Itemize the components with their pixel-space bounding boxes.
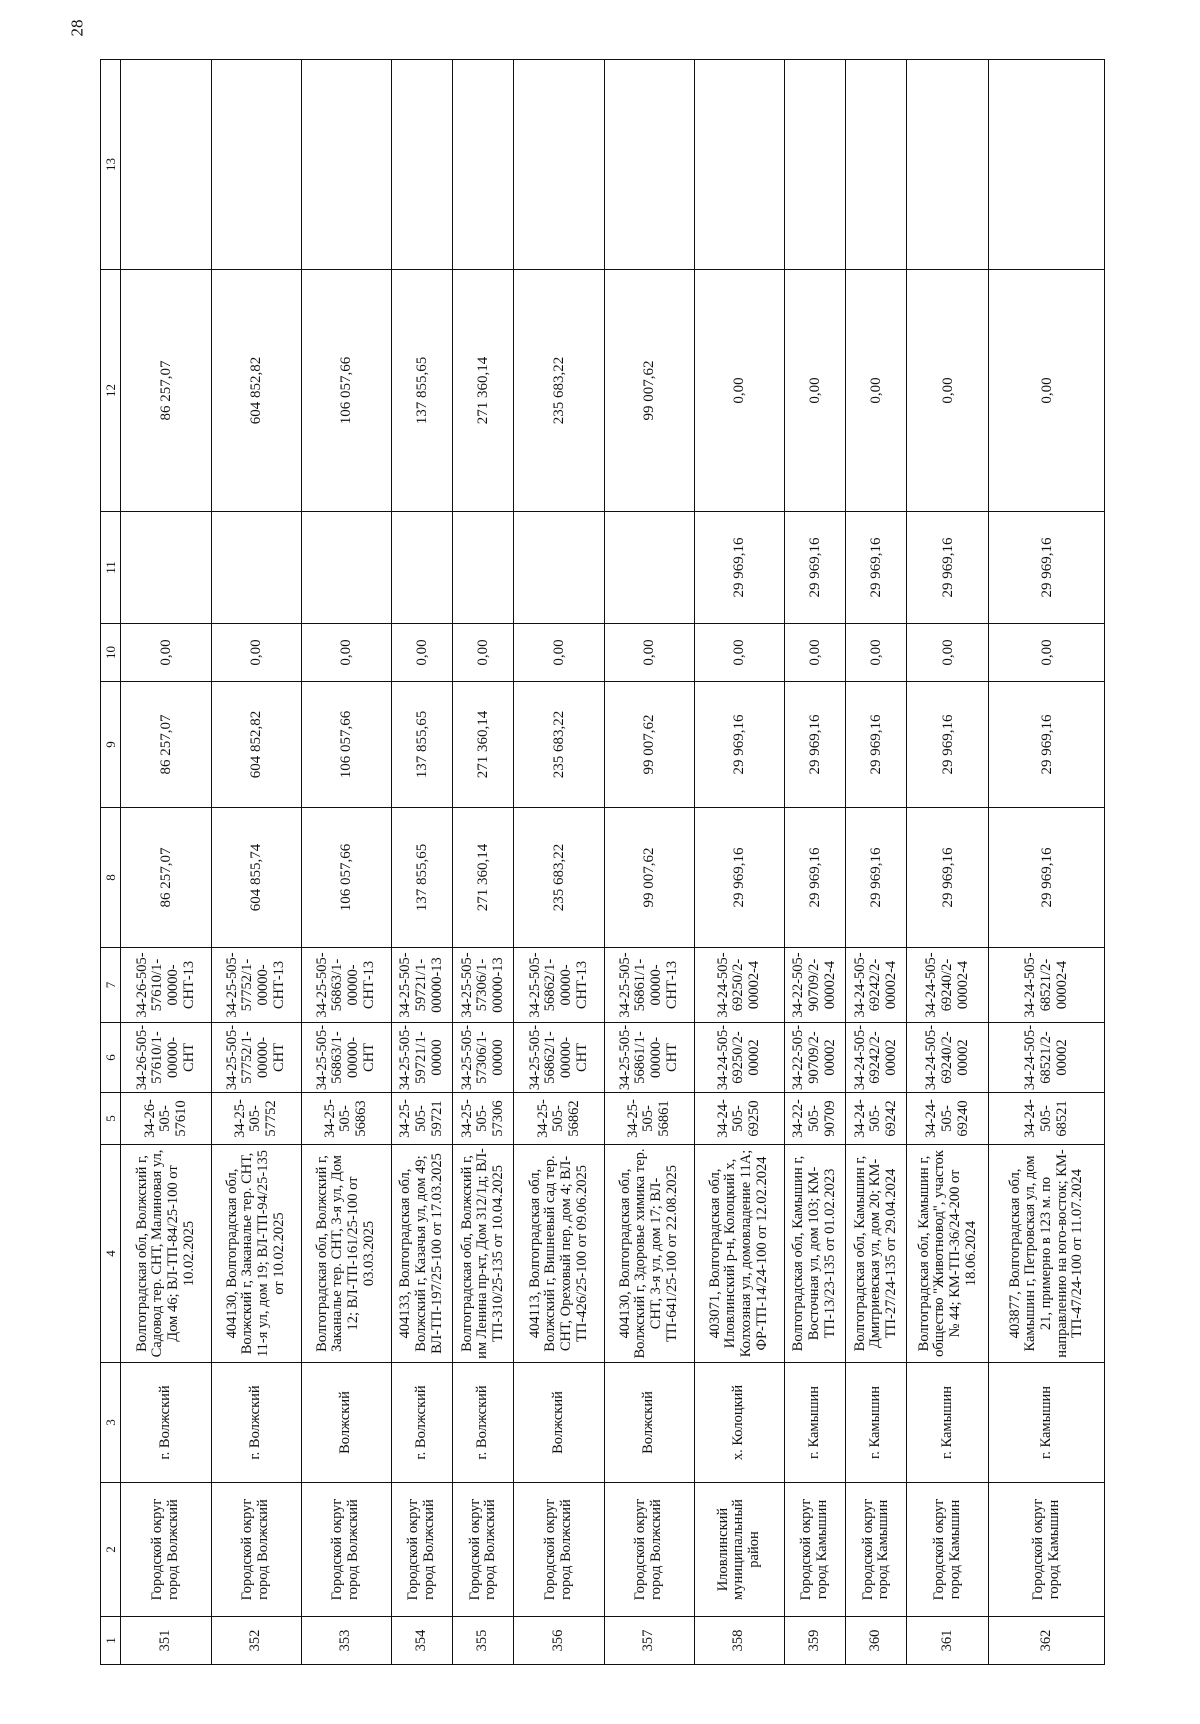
cell-col-5: 34-24-505-68521 xyxy=(989,1093,1105,1145)
cell-col-2: Городской округ город Волжский xyxy=(121,1483,211,1617)
cell-col-5: 34-25-505-56863 xyxy=(301,1093,391,1145)
cell-col-5: 34-26-505-57610 xyxy=(121,1093,211,1145)
cell-col-11 xyxy=(604,512,694,624)
cell-col-5: 34-22-505-90709 xyxy=(784,1093,845,1145)
column-header-10: 10 xyxy=(101,624,121,682)
cell-col-8: 29 969,16 xyxy=(784,808,845,948)
table-row xyxy=(391,60,452,1665)
cell-col-9: 86 257,07 xyxy=(121,682,211,808)
cell-col-2: Городской округ город Камышин xyxy=(784,1483,845,1617)
cell-col-3: г. Камышин xyxy=(846,1363,907,1483)
cell-col-2: Городской округ город Волжский xyxy=(301,1483,391,1617)
cell-col-10: 0,00 xyxy=(391,624,452,682)
cell-col-12: 604 852,82 xyxy=(211,270,301,512)
cell-col-7: 34-25-505-57752/1-00000-СНТ-13 xyxy=(211,948,301,1023)
cell-col-1: 360 xyxy=(846,1617,907,1665)
cell-col-8: 106 057,66 xyxy=(301,808,391,948)
cell-col-6: 34-25-505-57306/1-00000 xyxy=(453,1023,514,1093)
table-row xyxy=(784,60,845,1665)
cell-col-11: 29 969,16 xyxy=(846,512,907,624)
cell-col-9: 29 969,16 xyxy=(907,682,989,808)
cell-col-2: Городской округ город Волжский xyxy=(453,1483,514,1617)
cell-col-2: Городской округ город Камышин xyxy=(907,1483,989,1617)
cell-col-2: Иловлинский муниципальный район xyxy=(694,1483,784,1617)
cell-col-5: 34-25-505-56861 xyxy=(604,1093,694,1145)
cell-col-13 xyxy=(604,60,694,270)
cell-col-13 xyxy=(514,60,604,270)
cell-col-3: Волжский xyxy=(604,1363,694,1483)
cell-col-7: 34-24-505-69250/2-00002-4 xyxy=(694,948,784,1023)
table-row xyxy=(907,60,989,1665)
table-row xyxy=(453,60,514,1665)
rotated-table-container xyxy=(100,60,1105,1665)
cell-col-4: 403877, Волгоградская обл, Камышин г, Петровская ул, дом 21, примерно в 123 м. по направлению на юго-восток; КМ-ТП-47/24-100 от 11.07.2024 xyxy=(989,1145,1105,1363)
column-header-4: 4 xyxy=(101,1145,121,1363)
cell-col-9: 271 360,14 xyxy=(453,682,514,808)
cell-col-7: 34-25-505-56863/1-00000-СНТ-13 xyxy=(301,948,391,1023)
cell-col-6: 34-25-505-56863/1-00000-СНТ xyxy=(301,1023,391,1093)
cell-col-1: 357 xyxy=(604,1617,694,1665)
cell-col-11 xyxy=(391,512,452,624)
column-header-9: 9 xyxy=(101,682,121,808)
cell-col-4: 404130, Волгоградская обл, Волжский г, Заканалье тер. СНТ, 11-я ул, дом 19; ВЛ-ТП-94/25-135 от 10.02.2025 xyxy=(211,1145,301,1363)
cell-col-11: 29 969,16 xyxy=(907,512,989,624)
table-row xyxy=(301,60,391,1665)
cell-col-10: 0,00 xyxy=(694,624,784,682)
cell-col-12: 106 057,66 xyxy=(301,270,391,512)
cell-col-8: 29 969,16 xyxy=(846,808,907,948)
cell-col-9: 29 969,16 xyxy=(989,682,1105,808)
cell-col-13 xyxy=(784,60,845,270)
page-number: 28 xyxy=(67,19,86,37)
cell-col-12: 0,00 xyxy=(846,270,907,512)
table-row xyxy=(694,60,784,1665)
cell-col-5: 34-25-505-59721 xyxy=(391,1093,452,1145)
cell-col-10: 0,00 xyxy=(907,624,989,682)
cell-col-1: 355 xyxy=(453,1617,514,1665)
cell-col-7: 34-24-505-68521/2-00002-4 xyxy=(989,948,1105,1023)
cell-col-13 xyxy=(694,60,784,270)
cell-col-9: 235 683,22 xyxy=(514,682,604,808)
cell-col-2: Городской округ город Волжский xyxy=(604,1483,694,1617)
column-header-1: 1 xyxy=(101,1617,121,1665)
cell-col-8: 235 683,22 xyxy=(514,808,604,948)
cell-col-5: 34-25-505-57306 xyxy=(453,1093,514,1145)
cell-col-4: 404113, Волгоградская обл, Волжский г, Вишневый сад тер. СНТ, Ореховый пер, дом 4; ВЛ-ТП-426/25-100 от 09.06.2025 xyxy=(514,1145,604,1363)
cell-col-2: Городской округ город Волжский xyxy=(514,1483,604,1617)
cell-col-7: 34-25-505-56862/1-00000-СНТ-13 xyxy=(514,948,604,1023)
cell-col-8: 271 360,14 xyxy=(453,808,514,948)
cell-col-10: 0,00 xyxy=(989,624,1105,682)
cell-col-4: Волгоградская обл, Волжский г, Садовод тер. СНТ, Малиновая ул, Дом 46; ВЛ-ТП-84/25-100 от 10.02.2025 xyxy=(121,1145,211,1363)
cell-col-1: 361 xyxy=(907,1617,989,1665)
cell-col-11: 29 969,16 xyxy=(784,512,845,624)
cell-col-6: 34-24-505-69242/2-00002 xyxy=(846,1023,907,1093)
cell-col-3: г. Волжский xyxy=(121,1363,211,1483)
cell-col-1: 354 xyxy=(391,1617,452,1665)
cell-col-7: 34-25-505-57306/1-00000-13 xyxy=(453,948,514,1023)
cell-col-9: 106 057,66 xyxy=(301,682,391,808)
cell-col-2: Городской округ город Камышин xyxy=(989,1483,1105,1617)
cell-col-6: 34-25-505-56862/1-00000-СНТ xyxy=(514,1023,604,1093)
column-header-3: 3 xyxy=(101,1363,121,1483)
cell-col-12: 0,00 xyxy=(907,270,989,512)
cell-col-12: 0,00 xyxy=(989,270,1105,512)
table-row xyxy=(514,60,604,1665)
cell-col-6: 34-25-505-57752/1-00000-СНТ xyxy=(211,1023,301,1093)
cell-col-10: 0,00 xyxy=(514,624,604,682)
cell-col-10: 0,00 xyxy=(211,624,301,682)
cell-col-6: 34-25-505-56861/1-00000-СНТ xyxy=(604,1023,694,1093)
cell-col-13 xyxy=(211,60,301,270)
cell-col-3: г. Волжский xyxy=(211,1363,301,1483)
cell-col-9: 29 969,16 xyxy=(694,682,784,808)
cell-col-6: 34-24-505-69250/2-00002 xyxy=(694,1023,784,1093)
cell-col-3: Волжский xyxy=(301,1363,391,1483)
cell-col-2: Городской округ город Волжский xyxy=(211,1483,301,1617)
cell-col-4: 404130, Волгоградская обл, Волжский г, Здоровье химика тер. СНТ, 3-я ул, дом 17; ВЛ-ТП-641/25-100 от 22.08.2025 xyxy=(604,1145,694,1363)
cell-col-12: 0,00 xyxy=(784,270,845,512)
cell-col-7: 34-22-505-90709/2-00002-4 xyxy=(784,948,845,1023)
cell-col-9: 29 969,16 xyxy=(846,682,907,808)
cell-col-4: Волгоградская обл, Камышин г, Дмитриевская ул, дом 20; КМ-ТП-27/24-135 от 29.04.2024 xyxy=(846,1145,907,1363)
cell-col-8: 604 855,74 xyxy=(211,808,301,948)
cell-col-11 xyxy=(514,512,604,624)
cell-col-4: Волгоградская обл, Волжский г, Заканалье тер. СНТ, 3-я ул, Дом 12; ВЛ-ТП-161/25-100 от 03.03.2025 xyxy=(301,1145,391,1363)
cell-col-10: 0,00 xyxy=(121,624,211,682)
cell-col-3: Волжский xyxy=(514,1363,604,1483)
table-row xyxy=(121,60,211,1665)
cell-col-12: 0,00 xyxy=(694,270,784,512)
cell-col-6: 34-24-505-69240/2-00002 xyxy=(907,1023,989,1093)
cell-col-9: 137 855,65 xyxy=(391,682,452,808)
cell-col-11 xyxy=(211,512,301,624)
cell-col-11 xyxy=(121,512,211,624)
table-row xyxy=(604,60,694,1665)
cell-col-1: 353 xyxy=(301,1617,391,1665)
cell-col-6: 34-26-505-57610/1-00000-СНТ xyxy=(121,1023,211,1093)
cell-col-4: Волгоградская обл, Камышин г, общество "Животновод", участок № 44; КМ-ТП-36/24-200 от 18.06.2024 xyxy=(907,1145,989,1363)
cell-col-4: Волгоградская обл, Камышин г, Восточная ул, дом 103; КМ-ТП-13/23-135 от 01.02.2023 xyxy=(784,1145,845,1363)
cell-col-13 xyxy=(453,60,514,270)
cell-col-9: 99 007,62 xyxy=(604,682,694,808)
cell-col-12: 271 360,14 xyxy=(453,270,514,512)
cell-col-5: 34-25-505-56862 xyxy=(514,1093,604,1145)
cell-col-2: Городской округ город Волжский xyxy=(391,1483,452,1617)
cell-col-8: 99 007,62 xyxy=(604,808,694,948)
cell-col-3: г. Волжский xyxy=(453,1363,514,1483)
cell-col-13 xyxy=(907,60,989,270)
table-row xyxy=(989,60,1105,1665)
cell-col-6: 34-22-505-90709/2-00002 xyxy=(784,1023,845,1093)
column-header-11: 11 xyxy=(101,512,121,624)
column-header-13: 13 xyxy=(101,60,121,270)
cell-col-7: 34-26-505-57610/1-00000-СНТ-13 xyxy=(121,948,211,1023)
cell-col-5: 34-25-505-57752 xyxy=(211,1093,301,1145)
cell-col-10: 0,00 xyxy=(846,624,907,682)
cell-col-9: 29 969,16 xyxy=(784,682,845,808)
cell-col-10: 0,00 xyxy=(604,624,694,682)
cell-col-13 xyxy=(301,60,391,270)
cell-col-1: 362 xyxy=(989,1617,1105,1665)
table-body xyxy=(101,60,1105,1665)
cell-col-10: 0,00 xyxy=(784,624,845,682)
cell-col-4: 404133, Волгоградская обл, Волжский г, Казачья ул, дом 49; ВЛ-ТП-197/25-100 от 17.03.2025 xyxy=(391,1145,452,1363)
cell-col-12: 137 855,65 xyxy=(391,270,452,512)
cell-col-11: 29 969,16 xyxy=(694,512,784,624)
cell-col-10: 0,00 xyxy=(301,624,391,682)
cell-col-7: 34-25-505-59721/1-00000-13 xyxy=(391,948,452,1023)
cell-col-1: 358 xyxy=(694,1617,784,1665)
cell-col-5: 34-24-505-69242 xyxy=(846,1093,907,1145)
column-header-2: 2 xyxy=(101,1483,121,1617)
column-header-6: 6 xyxy=(101,1023,121,1093)
cell-col-11 xyxy=(453,512,514,624)
cell-col-2: Городской округ город Камышин xyxy=(846,1483,907,1617)
column-header-7: 7 xyxy=(101,948,121,1023)
cell-col-4: Волгоградская обл, Волжский г, им Ленина пр-кт, Дом 312/1д; ВЛ-ТП-310/25-135 от 10.04.2025 xyxy=(453,1145,514,1363)
cell-col-3: г. Камышин xyxy=(907,1363,989,1483)
table-row xyxy=(211,60,301,1665)
cell-col-8: 137 855,65 xyxy=(391,808,452,948)
cell-col-13 xyxy=(391,60,452,270)
cell-col-13 xyxy=(989,60,1105,270)
cell-col-11 xyxy=(301,512,391,624)
cell-col-7: 34-24-505-69240/2-00002-4 xyxy=(907,948,989,1023)
cell-col-9: 604 852,82 xyxy=(211,682,301,808)
cell-col-1: 351 xyxy=(121,1617,211,1665)
header-row xyxy=(101,60,121,1665)
cell-col-1: 352 xyxy=(211,1617,301,1665)
cell-col-3: х. Колоцкий xyxy=(694,1363,784,1483)
cell-col-12: 86 257,07 xyxy=(121,270,211,512)
column-header-12: 12 xyxy=(101,270,121,512)
column-header-8: 8 xyxy=(101,808,121,948)
data-table xyxy=(100,59,1105,1665)
cell-col-6: 34-24-505-68521/2-00002 xyxy=(989,1023,1105,1093)
cell-col-3: г. Камышин xyxy=(989,1363,1105,1483)
cell-col-6: 34-25-505-59721/1-00000 xyxy=(391,1023,452,1093)
cell-col-13 xyxy=(846,60,907,270)
cell-col-8: 29 969,16 xyxy=(907,808,989,948)
cell-col-1: 356 xyxy=(514,1617,604,1665)
column-header-5: 5 xyxy=(101,1093,121,1145)
cell-col-8: 29 969,16 xyxy=(694,808,784,948)
cell-col-5: 34-24-505-69250 xyxy=(694,1093,784,1145)
cell-col-3: г. Камышин xyxy=(784,1363,845,1483)
cell-col-4: 403071, Волгоградская обл, Иловлинский р-н, Колоцкий х, Колхозная ул, домовладение 11А; ФР-ТП-14/24-100 от 12.02.2024 xyxy=(694,1145,784,1363)
table-row xyxy=(846,60,907,1665)
cell-col-7: 34-24-505-69242/2-00002-4 xyxy=(846,948,907,1023)
cell-col-12: 99 007,62 xyxy=(604,270,694,512)
cell-col-7: 34-25-505-56861/1-00000-СНТ-13 xyxy=(604,948,694,1023)
cell-col-5: 34-24-505-69240 xyxy=(907,1093,989,1145)
cell-col-8: 29 969,16 xyxy=(989,808,1105,948)
cell-col-11: 29 969,16 xyxy=(989,512,1105,624)
cell-col-3: г. Волжский xyxy=(391,1363,452,1483)
cell-col-13 xyxy=(121,60,211,270)
cell-col-12: 235 683,22 xyxy=(514,270,604,512)
cell-col-8: 86 257,07 xyxy=(121,808,211,948)
cell-col-10: 0,00 xyxy=(453,624,514,682)
cell-col-1: 359 xyxy=(784,1617,845,1665)
